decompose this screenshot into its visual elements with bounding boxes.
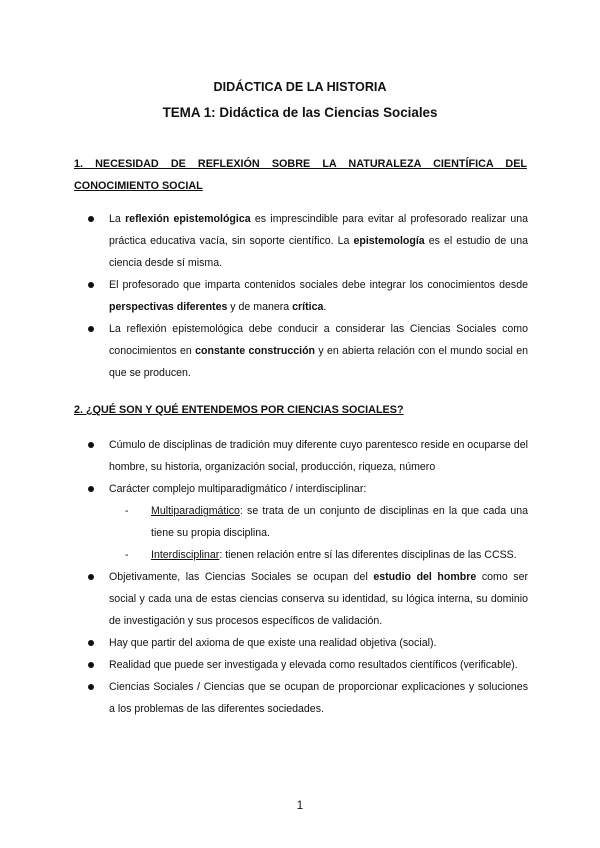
list-item: La reflexión epistemológica debe conducir a considerar las Ciencias Sociales como conocimientos en constante construcción y en abierta relación con el mundo social en que se producen. (88, 318, 528, 384)
list-item: La reflexión epistemológica es imprescindible para evitar al profesorado realizar una práctica educativa vacía, sin soporte científico. La epistemología es el estudio de una ciencia desde sí misma. (88, 208, 528, 274)
bullet-icon (88, 662, 94, 668)
dash-icon: - (125, 505, 129, 517)
bullet-icon (88, 486, 94, 492)
page-number: 1 (296, 800, 304, 812)
section-1-heading: 1. NECESIDAD DE REFLEXIÓN SOBRE LA NATURALEZA CIENTÍFICA DEL CONOCIMIENTO SOCIAL (74, 158, 527, 192)
bullet-icon (88, 640, 94, 646)
list-item: Cúmulo de disciplinas de tradición muy diferente cuyo parentesco reside en ocuparse del hombre, su historia, organización social, producción, riqueza, número (88, 434, 528, 478)
section-2-list (88, 434, 528, 720)
document-subtitle: TEMA 1: Didáctica de las Ciencias Sociales (162, 105, 438, 120)
sub-list-item: - Interdisciplinar: tienen relación entre sí las diferentes disciplinas de las CCSS. (125, 544, 528, 566)
section-1-list (88, 208, 528, 384)
list-item: El profesorado que imparta contenidos sociales debe integrar los conocimientos desde perspectivas diferentes y de manera crítica. (88, 274, 528, 318)
sub-list-item: - Multiparadigmático: se trata de un conjunto de disciplinas en la que cada una tiene su propia disciplina. (125, 500, 528, 544)
bullet-icon (88, 216, 94, 222)
bullet-icon (88, 326, 94, 332)
list-item: Realidad que puede ser investigada y elevada como resultados científicos (verificable). (88, 654, 528, 676)
dash-icon: - (125, 549, 129, 561)
bullet-icon (88, 684, 94, 690)
bullet-icon (88, 574, 94, 580)
document-title: DIDÁCTICA DE LA HISTORIA (213, 80, 387, 94)
list-item: Objetivamente, las Ciencias Sociales se ocupan del estudio del hombre como ser social y cada una de estas ciencias conserva su identidad, su lógica interna, su dominio de investigación y sus procesos específicos de validación. (88, 566, 528, 632)
list-item: Hay que partir del axioma de que existe una realidad objetiva (social). (88, 632, 528, 654)
sub-list (109, 500, 528, 566)
list-item: Carácter complejo multiparadigmático / interdisciplinar: - Multiparadigmático: se trata de un conjunto de disciplinas en la que cada una tiene su propia disciplina. - Interdisciplinar: tienen relación entre sí las diferentes disciplinas de las CCSS. (88, 478, 528, 566)
list-item: Ciencias Sociales / Ciencias que se ocupan de proporcionar explicaciones y soluciones a los problemas de las diferentes sociedades. (88, 676, 528, 720)
bullet-icon (88, 442, 94, 448)
bullet-icon (88, 282, 94, 288)
section-2-heading: 2. ¿QUÉ SON Y QUÉ ENTENDEMOS POR CIENCIAS SOCIALES? (74, 404, 404, 416)
